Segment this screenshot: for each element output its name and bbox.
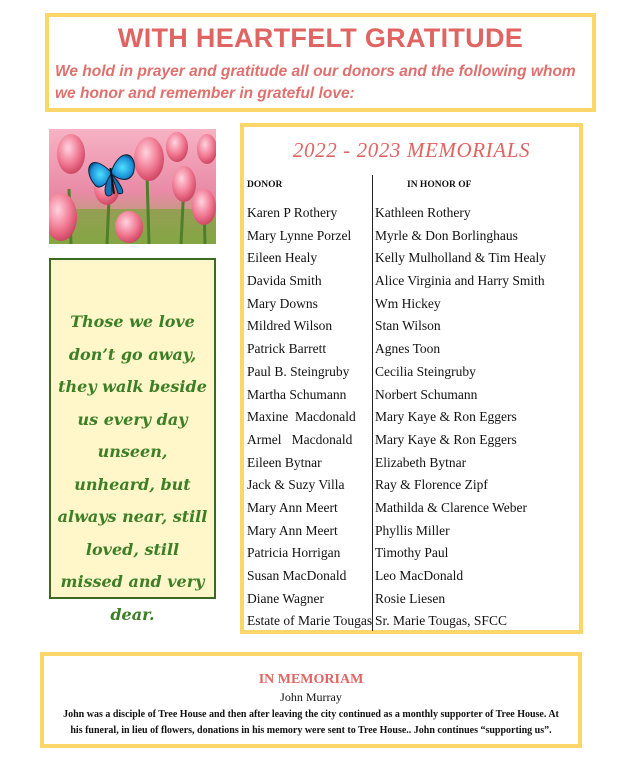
donor-name: Mary Downs xyxy=(247,295,318,311)
column-divider xyxy=(372,175,373,631)
memoriam-title: IN MEMORIAM xyxy=(258,672,364,687)
donor-name: Maxine Macdonald xyxy=(247,409,356,425)
donor-column-header: DONOR xyxy=(247,180,283,190)
honoree-name: Mary Kaye & Ron Eggers xyxy=(375,409,517,425)
donor-name: Martha Schumann xyxy=(247,386,347,402)
donor-name: Eileen Healy xyxy=(247,250,318,266)
honoree-name: Alice Virginia and Harry Smith xyxy=(375,273,545,289)
honoree-name: Elizabeth Bytnar xyxy=(375,454,467,470)
memoriam-text: John was a disciple of Tree House and then after leaving the city continued as a monthly supporter of Tree House. At his funeral, in lieu of flowers, donations in his memory were sent to Tree House.. John continues “supporting us”. xyxy=(63,709,559,736)
honoree-name: Timothy Paul xyxy=(375,545,449,561)
quote-text: Those we love don’t go away, they walk beside us every day unseen, unheard, but always near, still loved, still missed and very dear. xyxy=(57,312,208,624)
honoree-name: Mary Kaye & Ron Eggers xyxy=(375,431,517,447)
honor-column-header: IN HONOR OF xyxy=(407,180,472,190)
honoree-name: Stan Wilson xyxy=(375,318,441,334)
honoree-name: Agnes Toon xyxy=(375,341,441,357)
donor-name: Mary Lynne Porzel xyxy=(247,227,352,243)
donor-list xyxy=(247,202,371,633)
intro-text: We hold in prayer and gratitude all our donors and the following whom we honor and remember in grateful love: xyxy=(55,63,576,102)
donor-name: Estate of Marie Tougas xyxy=(247,613,373,629)
honoree-name: Kathleen Rothery xyxy=(375,205,471,220)
honoree-name: Myrle & Don Borlinghaus xyxy=(375,227,518,243)
donor-name: Jack & Suzy Villa xyxy=(247,477,345,493)
donor-name: Davida Smith xyxy=(247,273,322,289)
donor-name: Paul B. Steingruby xyxy=(247,363,350,379)
honoree-name: Sr. Marie Tougas, SFCC xyxy=(375,613,507,629)
header-box xyxy=(45,13,596,112)
donor-name: Diane Wagner xyxy=(247,590,325,606)
quote-box xyxy=(49,258,216,624)
honor-list xyxy=(375,202,580,633)
honoree-name: Cecilia Steingruby xyxy=(375,363,476,379)
honoree-name: Phyllis Miller xyxy=(375,522,450,538)
donor-name: Armel Macdonald xyxy=(247,431,353,447)
honoree-name: Mathilda & Clarence Weber xyxy=(375,499,527,515)
butterfly-tulips-image xyxy=(49,129,216,244)
memorials-box xyxy=(240,123,583,634)
donor-name: Karen P Rothery xyxy=(247,205,338,220)
donor-name: Mary Ann Meert xyxy=(247,499,338,515)
memoriam-name: John Murray xyxy=(280,690,342,704)
page-title: WITH HEARTFELT GRATITUDE xyxy=(117,23,524,53)
donor-name: Mildred Wilson xyxy=(247,318,333,334)
donor-name: Mary Ann Meert xyxy=(247,522,338,538)
donor-name: Susan MacDonald xyxy=(247,568,347,583)
donor-name: Patrick Barrett xyxy=(247,341,327,357)
honoree-name: Kelly Mulholland & Tim Healy xyxy=(375,250,547,266)
donor-name: Eileen Bytnar xyxy=(247,454,322,470)
memoriam-box xyxy=(40,652,582,748)
honoree-name: Ray & Florence Zipf xyxy=(375,477,488,493)
honoree-name: Leo MacDonald xyxy=(375,568,464,583)
honoree-name: Rosie Liesen xyxy=(375,590,446,606)
memorials-title: 2022 - 2023 MEMORIALS xyxy=(292,138,531,162)
honoree-name: Norbert Schumann xyxy=(375,386,478,402)
donor-name: Patricia Horrigan xyxy=(247,545,341,561)
honoree-name: Wm Hickey xyxy=(375,295,441,311)
